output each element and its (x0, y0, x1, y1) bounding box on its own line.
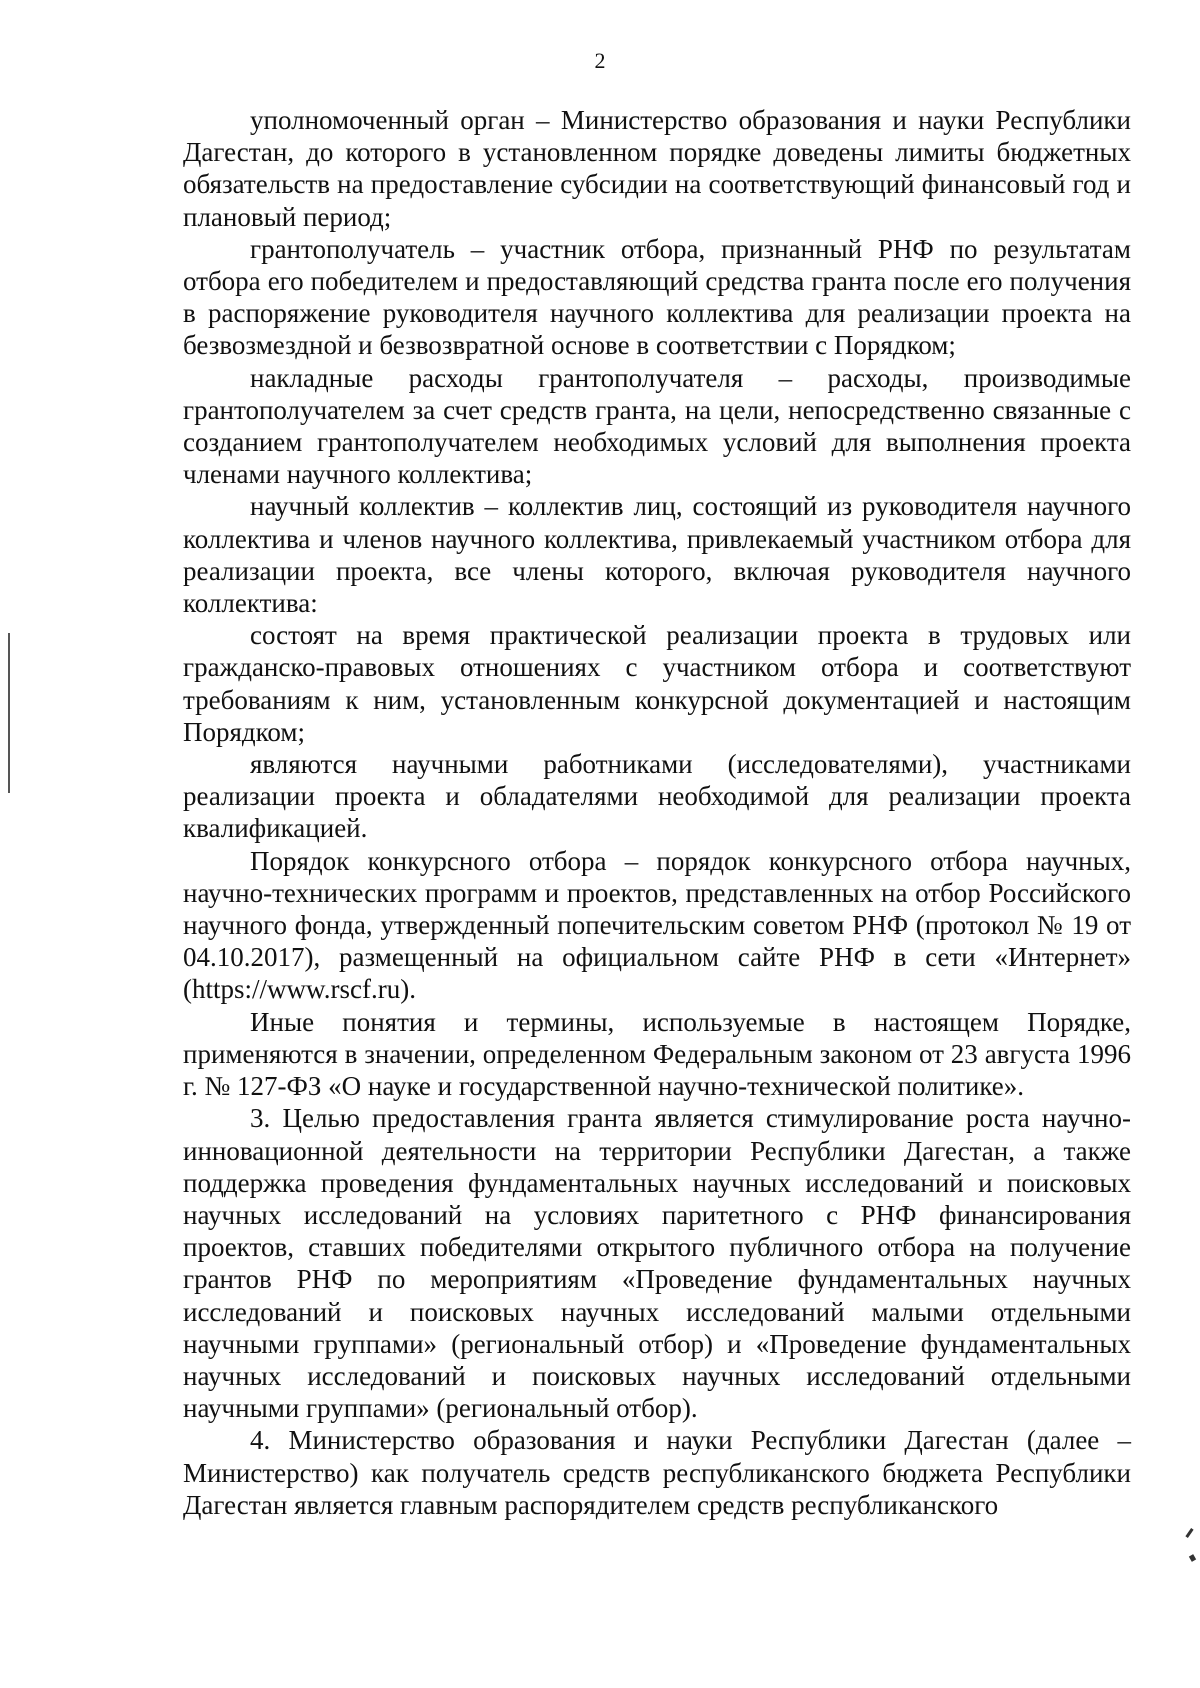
paragraph-authorized-body: уполномоченный орган – Министерство образования и науки Республики Дагестан, до которого в установленном порядке доведены лимиты бюджетных обязательств на предоставление субсидии на соответствующий финансовый год и плановый период; (183, 105, 1131, 232)
paragraph-item-4: 4. Министерство образования и науки Республики Дагестан (далее – Министерство) как получатель средств республиканского бюджета Республики Дагестан является главным распорядителем средств республиканского (183, 1425, 1131, 1520)
paragraph-selection-procedure: Порядок конкурсного отбора – порядок конкурсного отбора научных, научно-технических программ и проектов, представленных на отбор Российского научного фонда, утвержденный попечительским советом РНФ (протокол № 19 от 04.10.2017), размещенный на официальном сайте РНФ в сети «Интернет» (https://www.rscf.ru). (183, 845, 1131, 1005)
paragraph-grant-recipient: грантополучатель – участник отбора, признанный РНФ по результатам отбора его победителем и предоставляющий средства гранта после его получения в распоряжение руководителя научного коллектива для реализации проекта на безвозмездной и безвозвратной основе в соответствии с Порядком; (183, 233, 1131, 361)
scan-speck-mark (1185, 1528, 1193, 1538)
page-number: 2 (594, 48, 606, 73)
scan-speck-mark (1189, 1554, 1196, 1562)
paragraph-team-employment: состоят на время практической реализации проекта в трудовых или гражданско-правовых отношениях с участником отбора и соответствуют требованиям к ним, установленным конкурсной документацией и настоящим Порядком; (183, 620, 1131, 747)
paragraph-research-team: научный коллектив – коллектив лиц, состоящий из руководителя научного коллектива и членов научного коллектива, привлекаемый участником отбора для реализации проекта, все члены которого, включая руководителя научного коллектива: (183, 491, 1131, 619)
paragraph-other-terms: Иные понятия и термины, используемые в настоящем Порядке, применяются в значении, определенном Федеральным законом от 23 августа 1996 г. № 127-ФЗ «О науке и государственной научно-технической политике». (183, 1006, 1131, 1102)
scan-edge-mark (8, 633, 10, 793)
paragraph-overhead-costs: накладные расходы грантополучателя – расходы, производимые грантополучателем за счет средств гранта, на цели, непосредственно связанные с созданием грантополучателем необходимых условий для выполнения проекта членами научного коллектива; (183, 362, 1131, 490)
document-body (183, 104, 1131, 1521)
paragraph-item-3: 3. Целью предоставления гранта является стимулирование роста научно-инновационной деятельности на территории Республики Дагестан, а также поддержка проведения фундаментальных научных исследований и поисковых научных исследований на условиях паритетного с РНФ финансирования проектов, ставших победителями открытого публичного отбора на получение грантов РНФ по мероприятиям «Проведение фундаментальных научных исследований и поисковых научных исследований малыми отдельными научными группами» (региональный отбор) и «Проведение фундаментальных научных исследований и поисковых научных исследований отдельными научными группами» (региональный отбор). (183, 1103, 1131, 1424)
paragraph-team-qualification: являются научными работниками (исследователями), участниками реализации проекта и обладателями необходимой для реализации проекта квалификацией. (183, 749, 1131, 844)
